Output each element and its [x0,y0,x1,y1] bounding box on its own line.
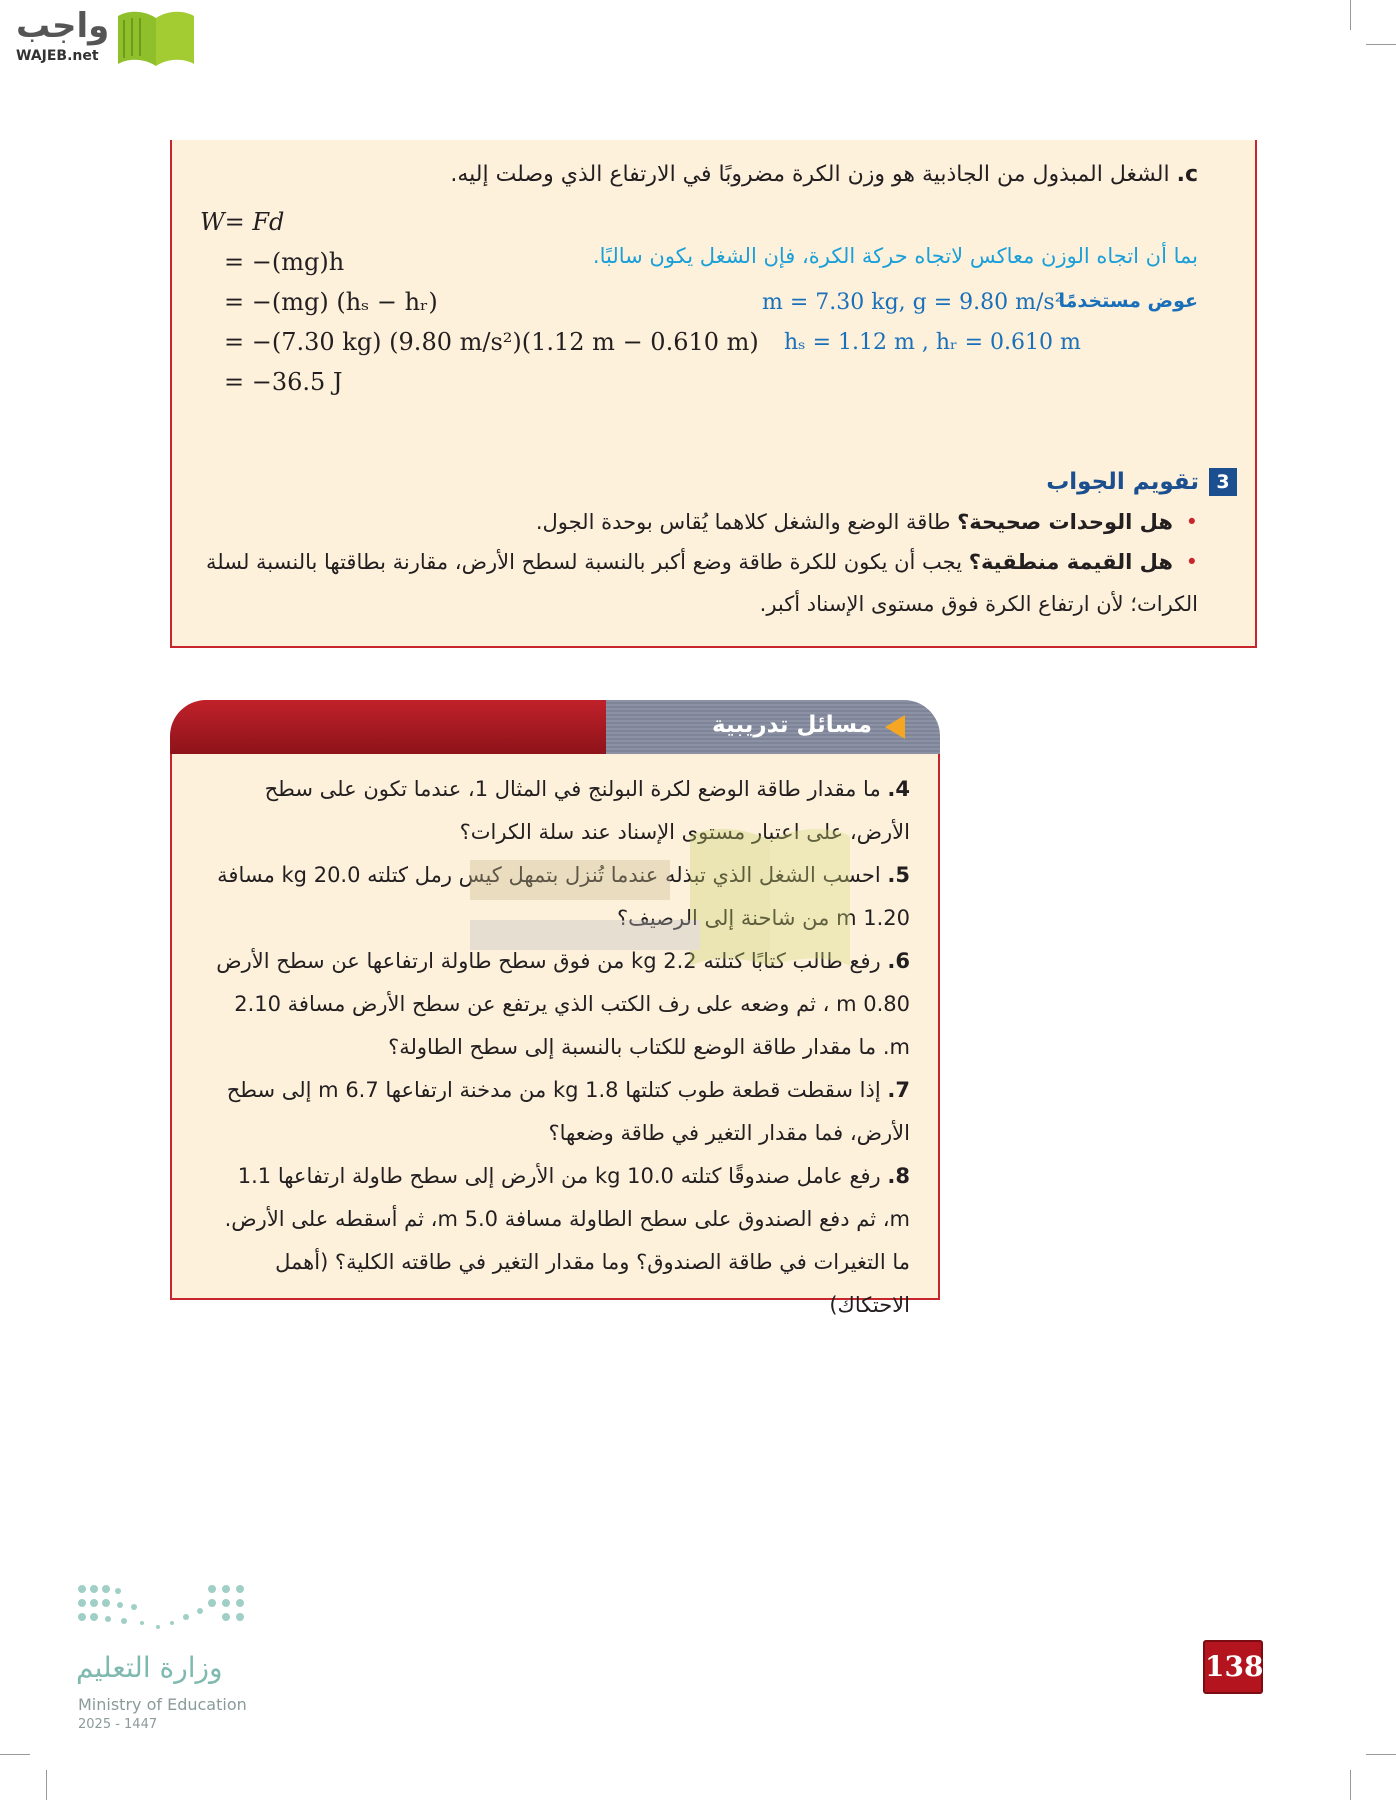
problem-text: احسب الشغل الذي تبذله عندما تُنزل بتمهل كيس رمل كتلته 20.0 kg مسافة 1.20 m من شاحنة إلى الرصيف؟ [217,863,910,930]
bullet-question: هل الوحدات صحيحة؟ [957,510,1173,534]
problem-item [210,1155,910,1327]
logo-arabic: واجب [16,6,110,46]
problem-item [210,1069,910,1155]
equation-line: = −(7.30 kg) (9.80 m/s²)(1.12 m − 0.610 m) [224,328,759,356]
problem-item [210,854,910,940]
evaluate-title: تقويم الجواب [1046,469,1199,495]
check-units-bullet [536,510,1198,534]
ministry-english: Ministry of Education [78,1695,247,1714]
equation-line: = −36.5 J [224,368,343,396]
problem-number: 6. [887,949,910,973]
equation-line: W= Fd [200,208,285,236]
practice-problems-box [170,700,940,1317]
equation-line: = −(mg) (hₛ − hᵣ) [224,288,438,316]
equation-line: = −(mg)h [224,248,345,276]
evaluate-heading [1046,468,1237,496]
problem-number: 7. [887,1078,910,1102]
ministry-dots-icon [76,1583,246,1643]
problem-item [210,768,910,854]
part-c-text: الشغل المبذول من الجاذبية هو وزن الكرة مضروبًا في الارتفاع الذي وصلت إليه. [450,162,1170,187]
bullet-icon: • [1185,550,1198,574]
bullet-answer: طاقة الوضع والشغل كلاهما يُقاس بوحدة الجول. [535,510,951,534]
check-value-bullet [206,550,1198,574]
ministry-year: 2025 - 1447 [78,1717,158,1732]
header-tab-red [170,700,610,754]
practice-body [170,754,940,1317]
part-c-label: c. [1176,162,1198,187]
bullet-question: هل القيمة منطقية؟ [968,550,1173,574]
crop-mark [0,1754,30,1755]
bullet-icon: • [1185,510,1198,534]
crop-mark [1366,1754,1396,1755]
problem-number: 5. [887,863,910,887]
crop-mark [1366,44,1396,45]
substitute-heights: hₛ = 1.12 m , hᵣ = 0.610 m [784,330,1081,355]
practice-title: مسائل تدريبية [712,712,872,738]
logo-latin: WAJEB.net [16,48,99,64]
arrow-icon [885,715,905,739]
problem-text: ما مقدار طاقة الوضع لكرة البولنج في المثال 1، عندما تكون على سطح الأرض، على اعتبار مستوى الإسناد عند سلة الكرات؟ [264,777,910,844]
check-value-continuation: الكرات؛ لأن ارتفاع الكرة فوق مستوى الإسناد أكبر. [759,592,1198,616]
book-icon [114,8,198,68]
wajeb-logo[interactable] [10,6,190,68]
ministry-logo [68,1575,268,1735]
step-number-badge: 3 [1209,468,1237,496]
crop-mark [46,1770,47,1800]
problem-text: رفع عامل صندوقًا كتلته 10.0 kg من الأرض إلى سطح طاولة ارتفاعها 1.1 m، ثم دفع الصندوق على سطح الطاولة مسافة 5.0 m، ثم أسقطه على الأرض. ما التغيرات في طاقة الصندوق؟ وما مقدار التغير في طاقته الكلية؟ (أهمل الاحتكاك) [224,1164,910,1317]
ministry-arabic: وزارة التعليم [76,1651,223,1684]
crop-mark [1350,0,1351,30]
bullet-answer: يجب أن يكون للكرة طاقة وضع أكبر بالنسبة لسطح الأرض، مقارنة بطاقتها بالنسبة لسلة [206,550,963,574]
header-tab-gray [606,700,940,754]
substitute-label: عوض مستخدمًا [1058,290,1198,312]
problem-item [210,940,910,1069]
problem-text: إذا سقطت قطعة طوب كتلتها 1.8 kg من مدخنة ارتفاعها 6.7 m إلى سطح الأرض، فما مقدار التغير في طاقة وضعها؟ [226,1078,910,1145]
substitute-values: m = 7.30 kg, g = 9.80 m/s² [762,290,1064,315]
crop-mark [1350,1770,1351,1800]
page-number: 138 [1203,1640,1263,1694]
problem-number: 8. [887,1164,910,1188]
sign-note: بما أن اتجاه الوزن معاكس لاتجاه حركة الكرة، فإن الشغل يكون سالبًا. [592,244,1198,268]
problem-text: رفع طالب كتابًا كتلته 2.2 kg من فوق سطح طاولة ارتفاعها عن سطح الأرض 0.80 m ، ثم وضعه على رف الكتب الذي يرتفع عن سطح الأرض مسافة 2.10 m. ما مقدار طاقة الوضع للكتاب بالنسبة إلى سطح الطاولة؟ [216,949,910,1059]
problem-number: 4. [887,777,910,801]
part-c-statement [450,162,1198,187]
example-solution-box [170,140,1257,648]
